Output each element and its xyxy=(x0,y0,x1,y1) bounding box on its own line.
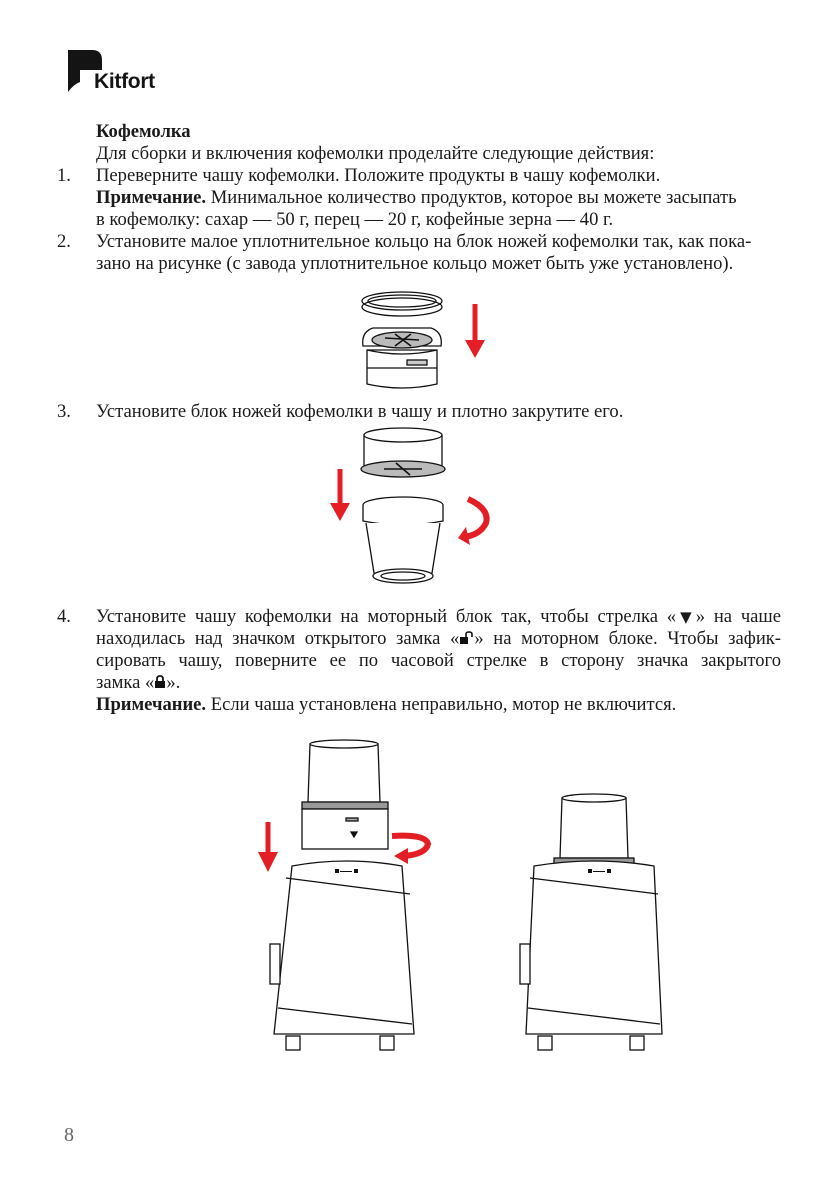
closed-lock-icon xyxy=(154,675,166,689)
motor-base-unlocked xyxy=(270,740,414,1050)
step-2-number: 2. xyxy=(57,231,71,252)
step-1-text: Переверните чашу кофемолки. Положите продукты в чашу кофемолки. xyxy=(96,165,661,186)
section-title: Кофемолка xyxy=(96,121,191,142)
red-down-arrow-icon xyxy=(330,469,350,521)
seal-ring-figure xyxy=(355,288,495,400)
step-3-number: 3. xyxy=(57,401,71,422)
cup-onto-motor-base-figure xyxy=(240,738,690,1060)
open-lock-icon xyxy=(459,631,474,645)
red-down-arrow-icon xyxy=(465,304,485,358)
step-1-number: 1. xyxy=(57,165,71,186)
step-4-number: 4. xyxy=(57,606,71,627)
page-number: 8 xyxy=(64,1124,74,1146)
note-label: Примечание. xyxy=(96,187,207,208)
brand-name: Kitfort xyxy=(94,70,155,93)
step-4-line-1: Установите чашу кофемолки на моторный блок так, чтобы стрелка «▼» на чаше xyxy=(96,606,781,627)
step-1-note-cont: в кофемолку: сахар — 50 г, перец — 20 г, кофейные зерна — 40 г. xyxy=(96,209,614,230)
step-4-line-4: замка « ». xyxy=(96,672,181,693)
intro-text: Для сборки и включения кофемолки проделайте следующие действия: xyxy=(96,143,655,164)
red-down-arrow-icon xyxy=(258,822,278,872)
step-2-line-1: Установите малое уплотнительное кольцо на блок ножей кофемолки так, как пока- xyxy=(96,231,752,252)
step-3-text: Установите блок ножей кофемолки в чашу и плотно закрутите его. xyxy=(96,401,624,422)
step-4-note: Примечание. Если чаша установлена неправильно, мотор не включится. xyxy=(96,694,677,715)
step-4-line-3: сировать чашу, поверните ее по часовой стрелке в сторону значка закрытого xyxy=(96,650,781,671)
step-2-line-2: зано на рисунке (с завода уплотнительное кольцо может быть уже установлено). xyxy=(96,253,734,274)
motor-base-locked xyxy=(520,794,662,1050)
kitfort-logo xyxy=(66,48,176,100)
down-triangle-icon: ▼ xyxy=(676,608,696,626)
note-label: Примечание. xyxy=(96,694,207,715)
step-4-line-2: находилась над значком открытого замка « » на моторном блоке. Чтобы зафик- xyxy=(96,628,782,649)
clockwise-rotate-icon xyxy=(392,836,428,864)
clockwise-rotate-icon xyxy=(458,499,487,545)
step-1-note: Примечание. Минимальное количество продуктов, которое вы можете засыпать xyxy=(96,187,737,208)
blade-into-cup-figure xyxy=(330,425,500,593)
